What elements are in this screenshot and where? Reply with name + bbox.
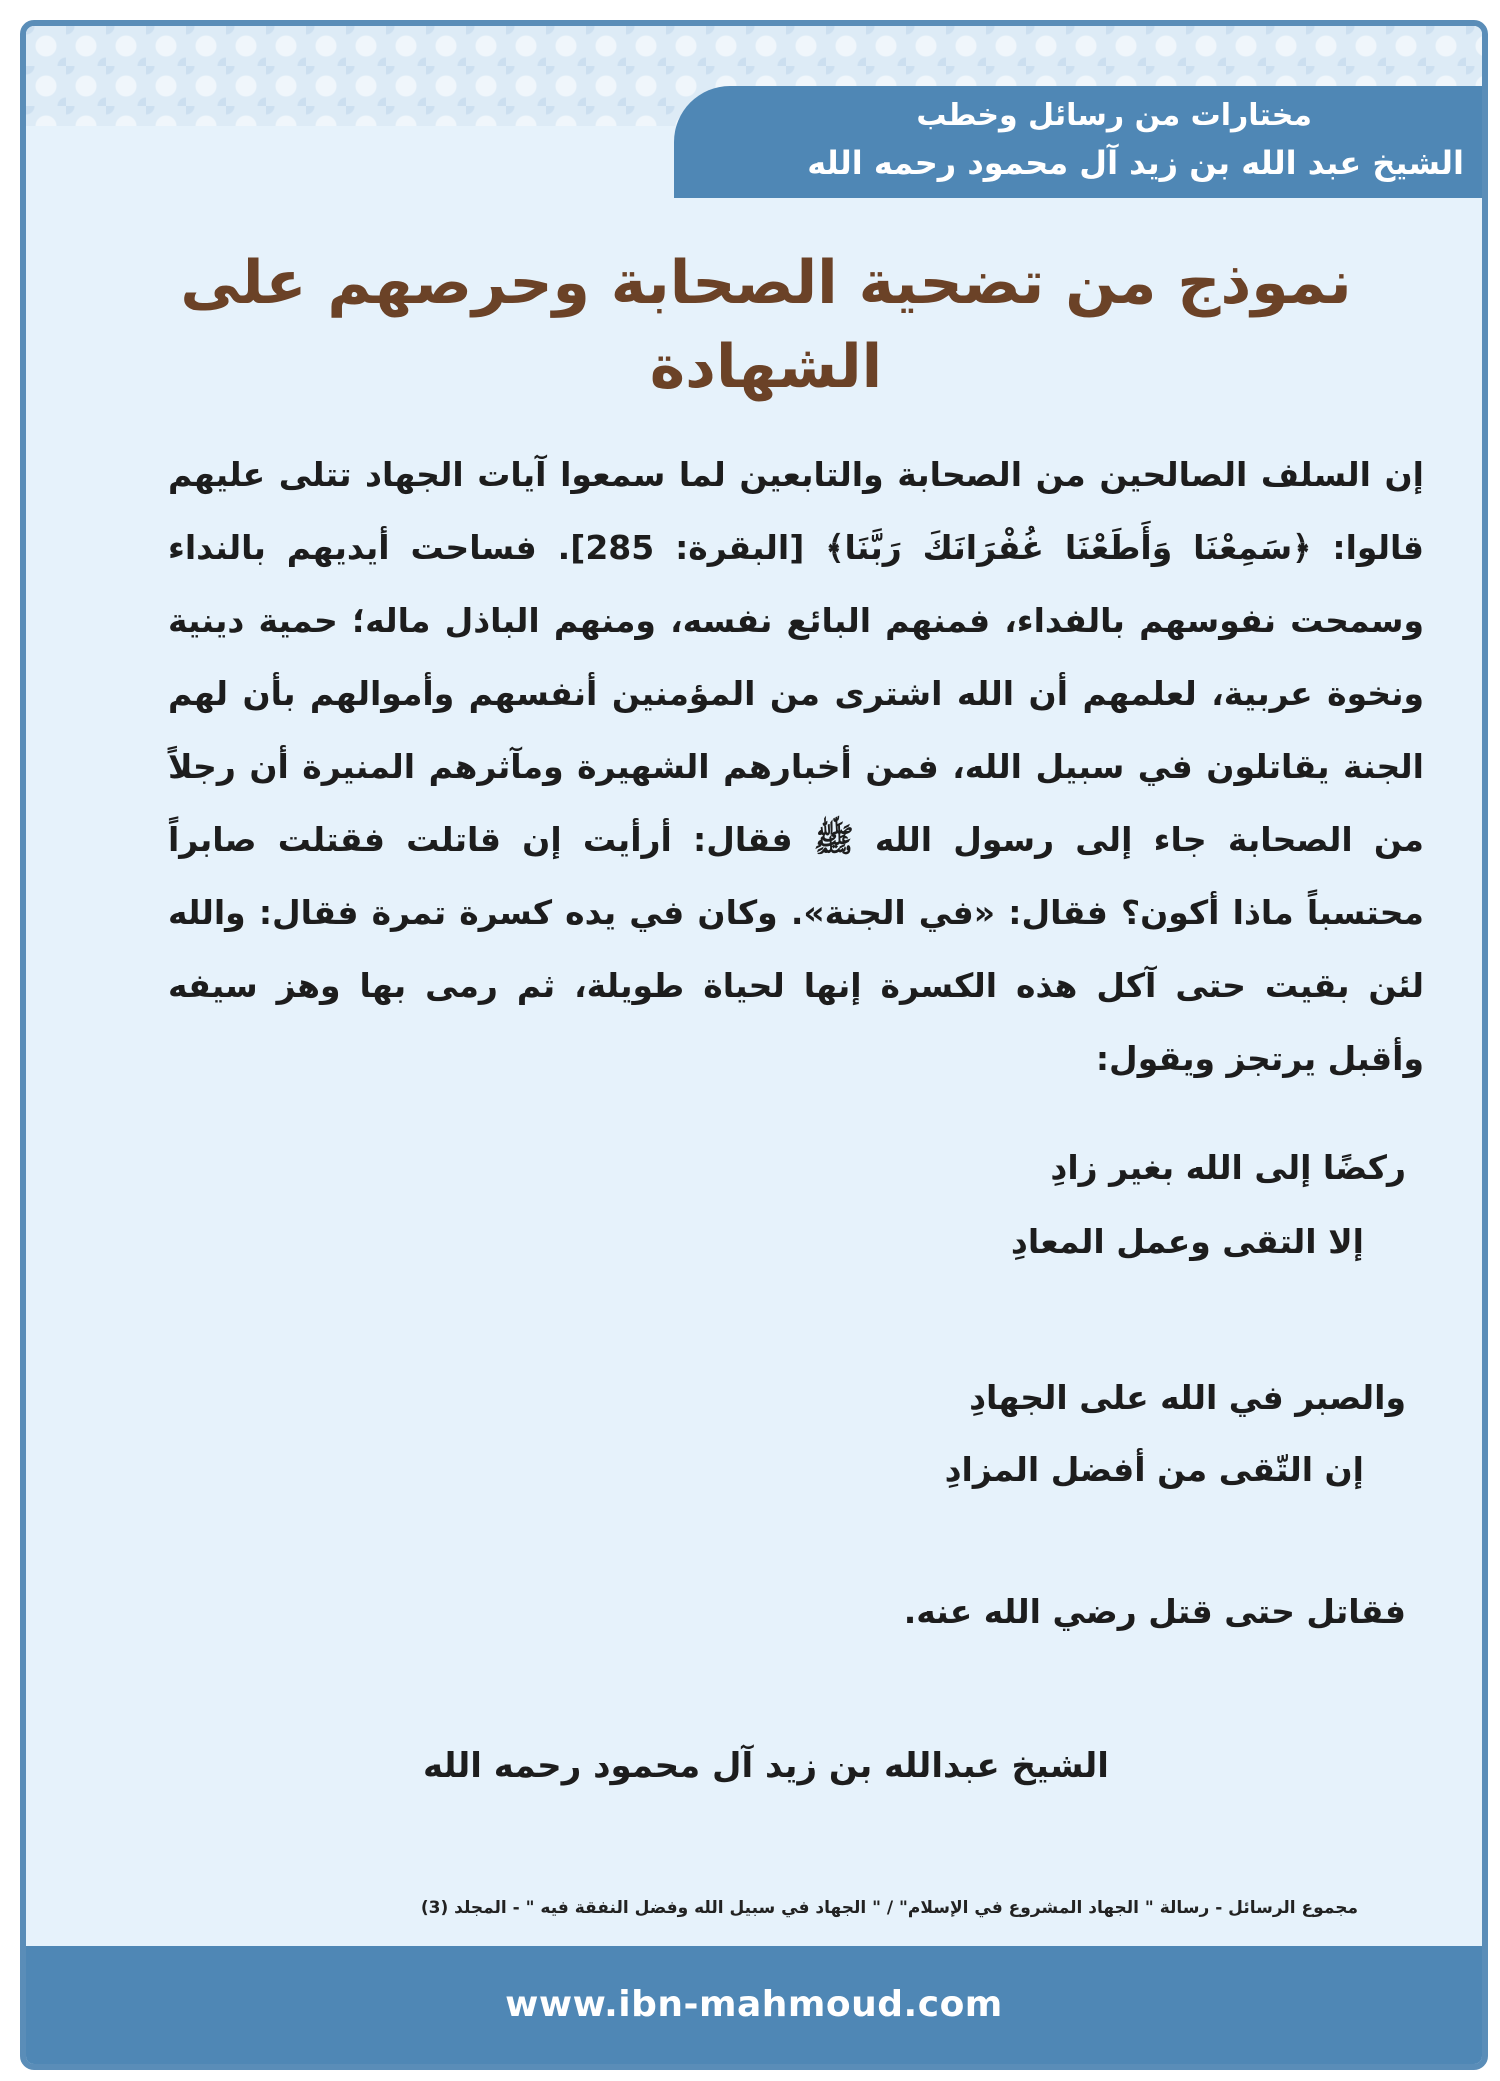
header-series-title: مختارات من رسائل وخطب — [916, 98, 1312, 133]
author-signature: الشيخ عبدالله بن زيد آل محمود رحمه الله — [423, 1746, 1109, 1786]
header-banner — [674, 86, 1482, 198]
article-title: نموذج من تضحية الصحابة وحرصهم على الشهادة — [180, 248, 1352, 402]
poem-verse-4: إن التّقى من أفضل المزادِ — [944, 1450, 1364, 1489]
website-link[interactable]: www.ibn-mahmoud.com — [505, 1984, 1003, 2025]
source-citation: مجموع الرسائل - رسالة " الجهاد المشروع في الإسلام" / " الجهاد في سبيل الله وفضل النفقة فيه " - المجلد (3) — [420, 1898, 1358, 1918]
footer-bar — [26, 1946, 1482, 2064]
poem-verse-2: إلا التقى وعمل المعادِ — [1010, 1222, 1364, 1261]
closing-line: فقاتل حتى قتل رضي الله عنه. — [903, 1592, 1406, 1631]
page-frame — [20, 20, 1488, 2070]
article-body: إن السلف الصالحين من الصحابة والتابعين لما سمعوا آيات الجهاد تتلى عليهم قالوا: ﴿سَمِعْنَا وَأَطَعْنَا غُفْرَانَكَ رَبَّنَا﴾ [البقرة: 285]. فساحت أيديهم بالنداء وسمحت نفوسهم بالفداء، فمنهم البائع نفسه، ومنهم الباذل ماله؛ حمية دينية ونخوة عربية، لعلمهم أن الله اشترى من المؤمنين أنفسهم وأموالهم بأن لهم الجنة يقاتلون في سبيل الله، فمن أخبارهم الشهيرة ومآثرهم المنيرة أن رجلاً من الصحابة جاء إلى رسول الله ﷺ فقال: أرأيت إن قاتلت فقتلت صابراً محتسباً ماذا أكون؟ فقال: «في الجنة». وكان في يده كسرة تمرة فقال: والله لئن بقيت حتى آكل هذه الكسرة إنها لحياة طويلة، ثم رمى بها وهز سيفه وأقبل يرتجز ويقول: — [168, 455, 1424, 1078]
poem-verse-3: والصبر في الله على الجهادِ — [969, 1378, 1406, 1417]
header-author-name: الشيخ عبد الله بن زيد آل محمود رحمه الله — [807, 144, 1464, 182]
poem-verse-1: ركضًا إلى الله بغير زادِ — [1050, 1148, 1406, 1187]
